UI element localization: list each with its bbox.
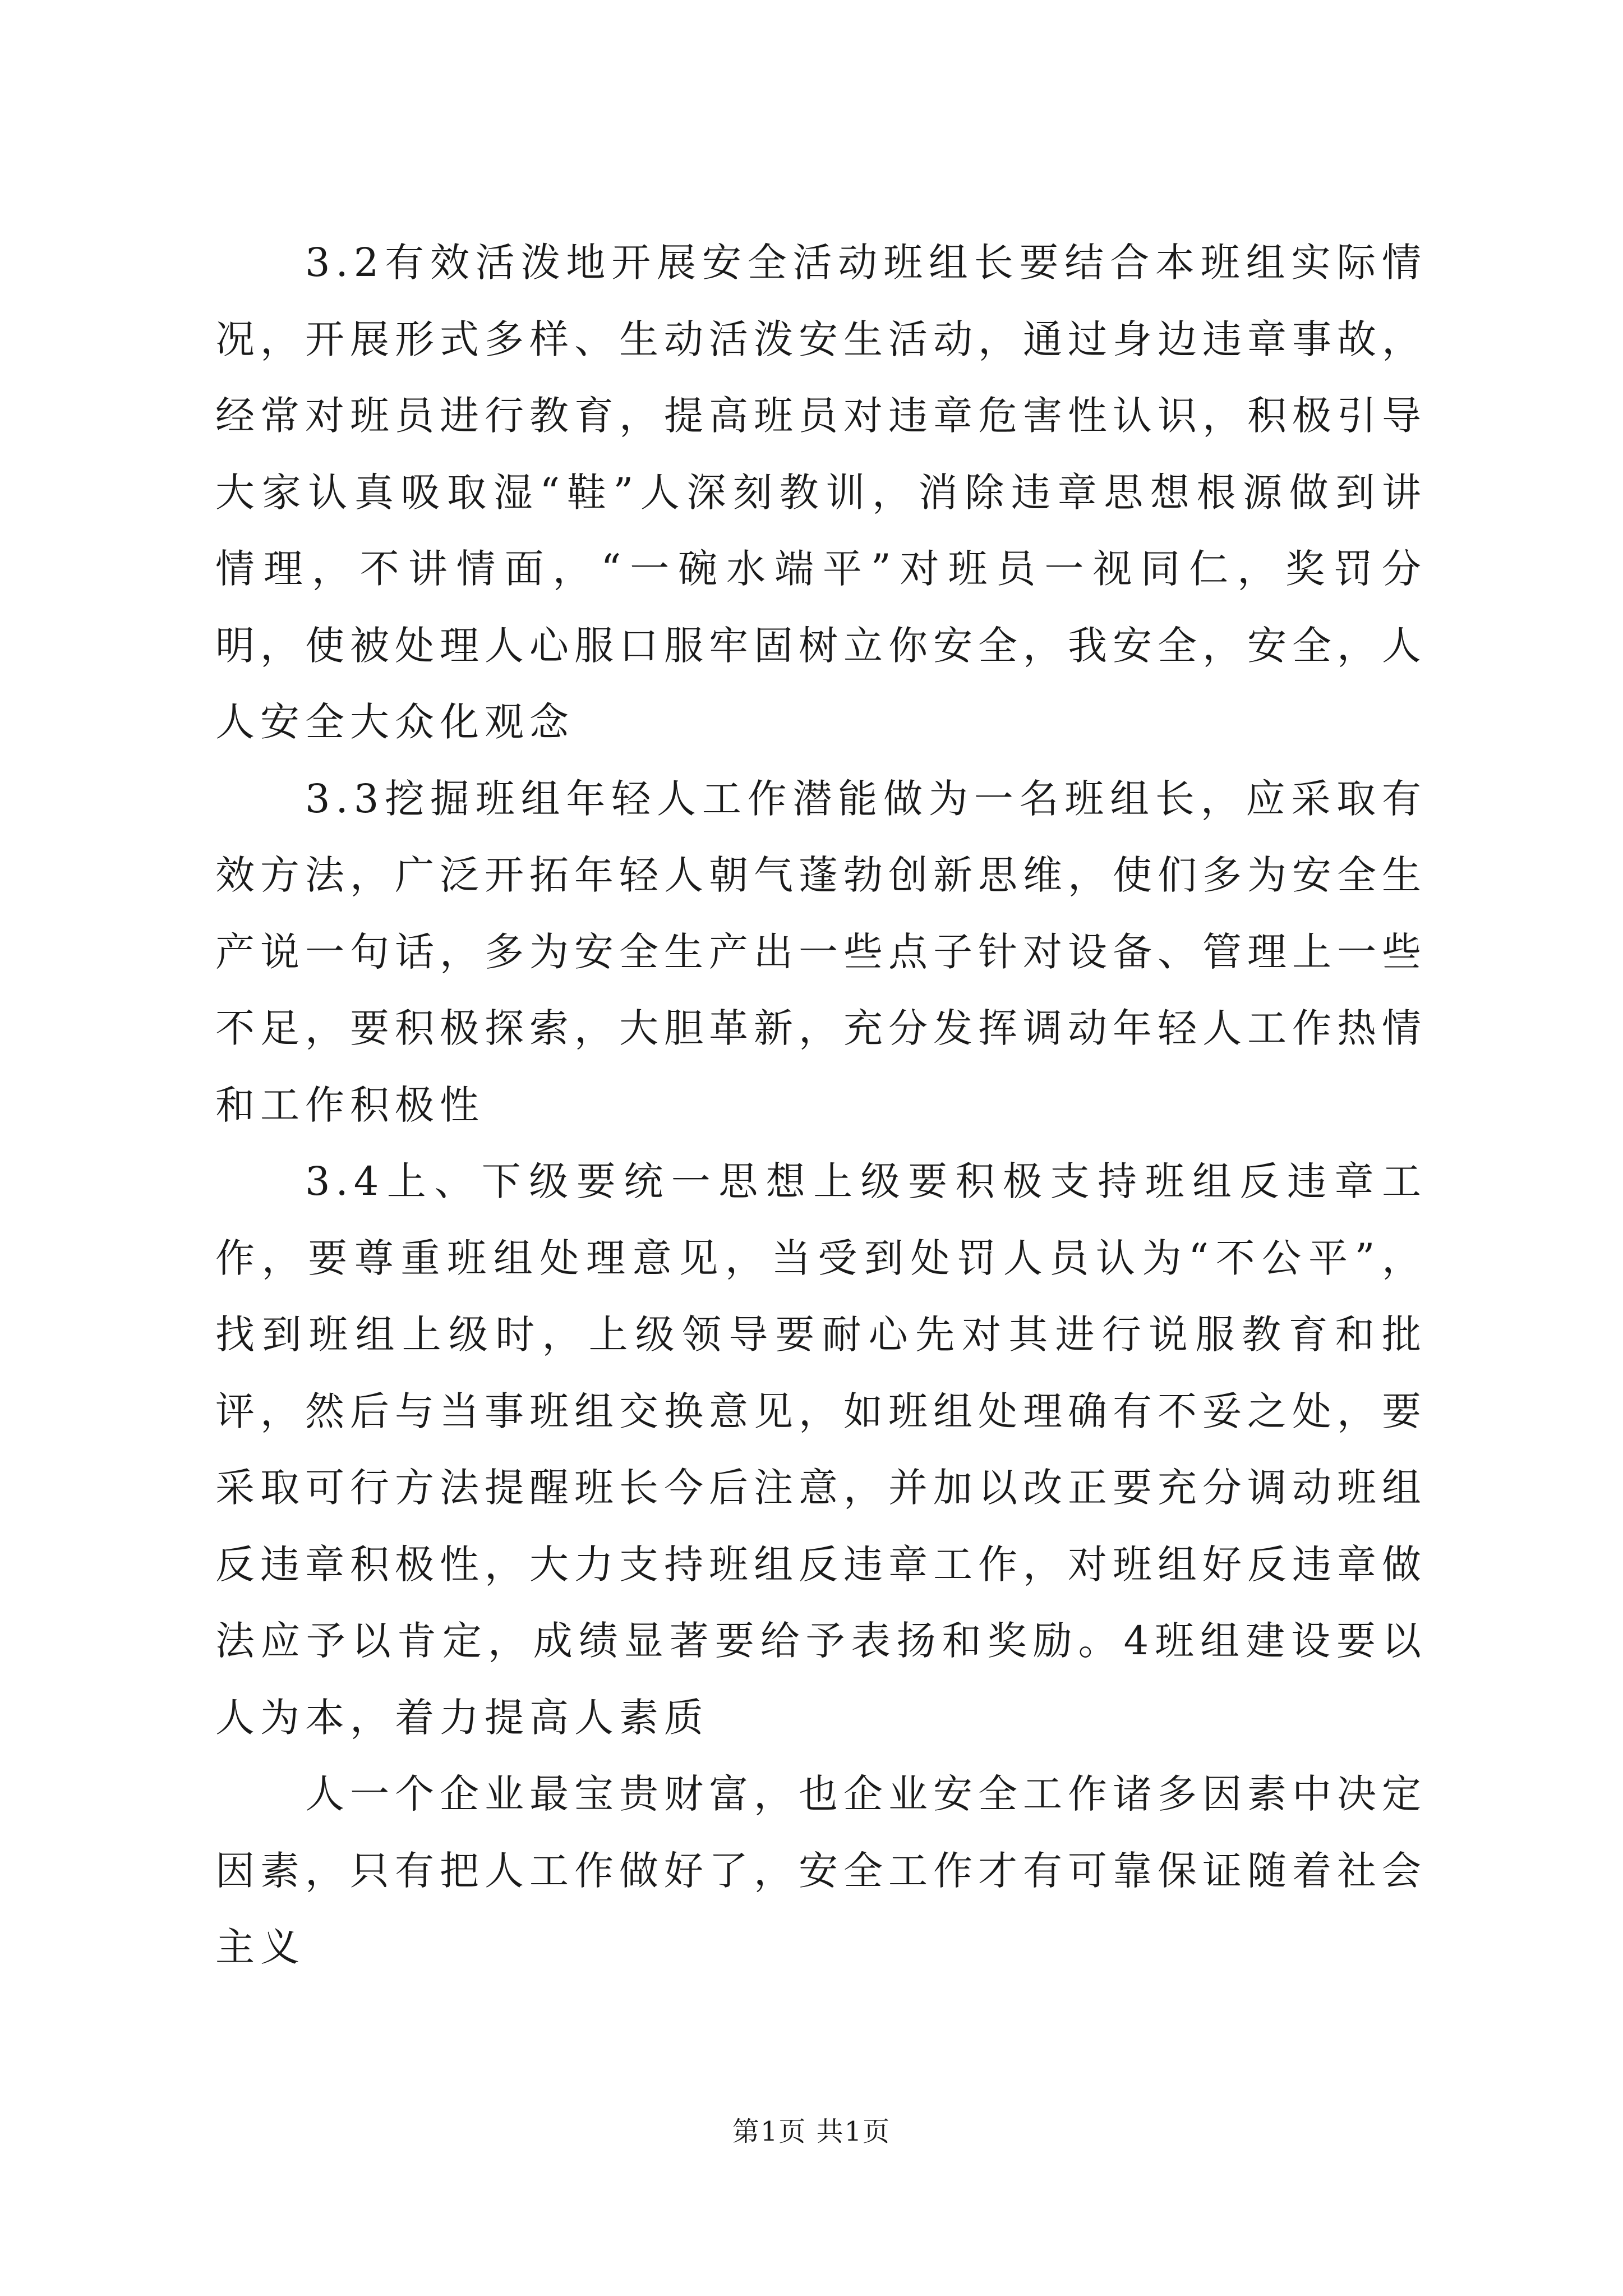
paragraph-3-4: 3.4上、下级要统一思想上级要积极支持班组反违章工作，要尊重班组处理意见，当受到处罚人员认为“不公平”，找到班组上级时，上级领导要耐心先对其进行说服教育和批评，然后与当事班组交换意见，如班组处理确有不妥之处，要采取可行方法提醒班长今后注意，并加以改正要充分调动班组反违章积极性，大力支持班组反违章工作，对班组好反违章做法应予以肯定，成绩显著要给予表扬和奖励。4班组建设要以人为本，着力提高人素质 (215, 1158, 1427, 1741)
paragraph-3-3: 3.3挖掘班组年轻人工作潜能做为一名班组长，应采取有效方法，广泛开拓年轻人朝气蓬勃创新思维，使们多为安全生产说一句话，多为安全生产出一些点子针对设备、管理上一些不足，要积极探索，大胆革新，充分发挥调动年轻人工作热情和工作积极性 (215, 775, 1427, 1128)
page-footer: 第1页 共1页 (732, 2116, 891, 2147)
document-body (215, 224, 1427, 1986)
paragraph-3-2: 3.2有效活泼地开展安全活动班组长要结合本班组实际情况，开展形式多样、生动活泼安生活动，通过身边违章事故，经常对班员进行教育，提高班员对违章危害性认识，积极引导大家认真吸取湿“鞋”人深刻教训，消除违章思想根源做到讲情理，不讲情面，“一碗水端平”对班员一视同仁，奖罚分明，使被处理人心服口服牢固树立你安全，我安全，安全，人人安全大众化观念 (215, 240, 1427, 745)
paragraph-4-body: 人一个企业最宝贵财富，也企业安全工作诸多因素中决定因素，只有把人工作做好了，安全工作才有可靠保证随着社会主义 (215, 1771, 1427, 1970)
